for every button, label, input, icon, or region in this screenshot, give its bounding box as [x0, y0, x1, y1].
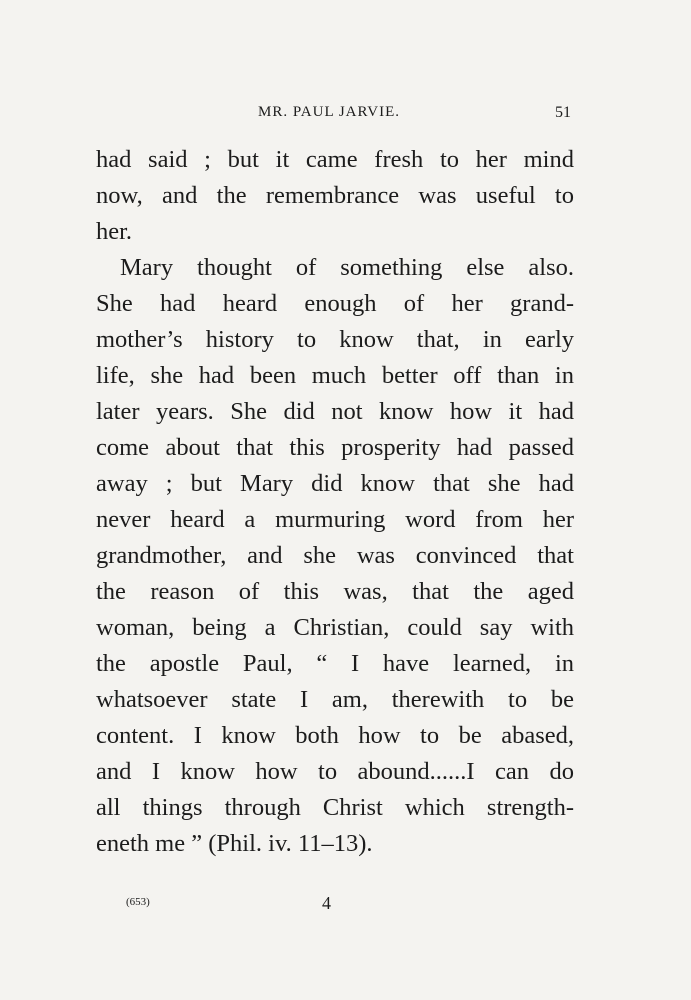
running-title: MR. PAUL JARVIE.: [258, 104, 401, 120]
page-number: 51: [555, 104, 571, 121]
body-text: [96, 142, 574, 862]
text-line: life, she had been much better off than in: [96, 362, 574, 389]
text-line: never heard a murmuring word from her: [96, 506, 574, 533]
printer-code: (653): [126, 896, 150, 908]
text-line: had said ; but it came fresh to her mind: [96, 146, 574, 173]
running-header: [0, 104, 691, 128]
text-line: away ; but Mary did know that she had: [96, 470, 574, 497]
text-line: She had heard enough of her grand-: [96, 290, 574, 317]
text-line: eneth me ” (Phil. iv. 11–13).: [96, 830, 373, 857]
text-line: all things through Christ which strength-: [96, 794, 574, 821]
text-line: woman, being a Christian, could say with: [96, 614, 574, 641]
paragraph-start-line: Mary thought of something else also.: [120, 254, 574, 281]
text-line: come about that this prosperity had passed: [96, 434, 574, 461]
text-line: whatsoever state I am, therewith to be: [96, 686, 574, 713]
text-line: grandmother, and she was convinced that: [96, 542, 574, 569]
text-line: the apostle Paul, “ I have learned, in: [96, 650, 574, 677]
text-line: the reason of this was, that the aged: [96, 578, 574, 605]
text-line: content. I know both how to be abased,: [96, 722, 574, 749]
text-line: and I know how to abound......I can do: [96, 758, 574, 785]
text-line: her.: [96, 218, 133, 245]
text-line: later years. She did not know how it had: [96, 398, 574, 425]
text-line: now, and the remembrance was useful to: [96, 182, 574, 209]
signature-mark: 4: [322, 893, 331, 913]
text-line: mother’s history to know that, in early: [96, 326, 574, 353]
